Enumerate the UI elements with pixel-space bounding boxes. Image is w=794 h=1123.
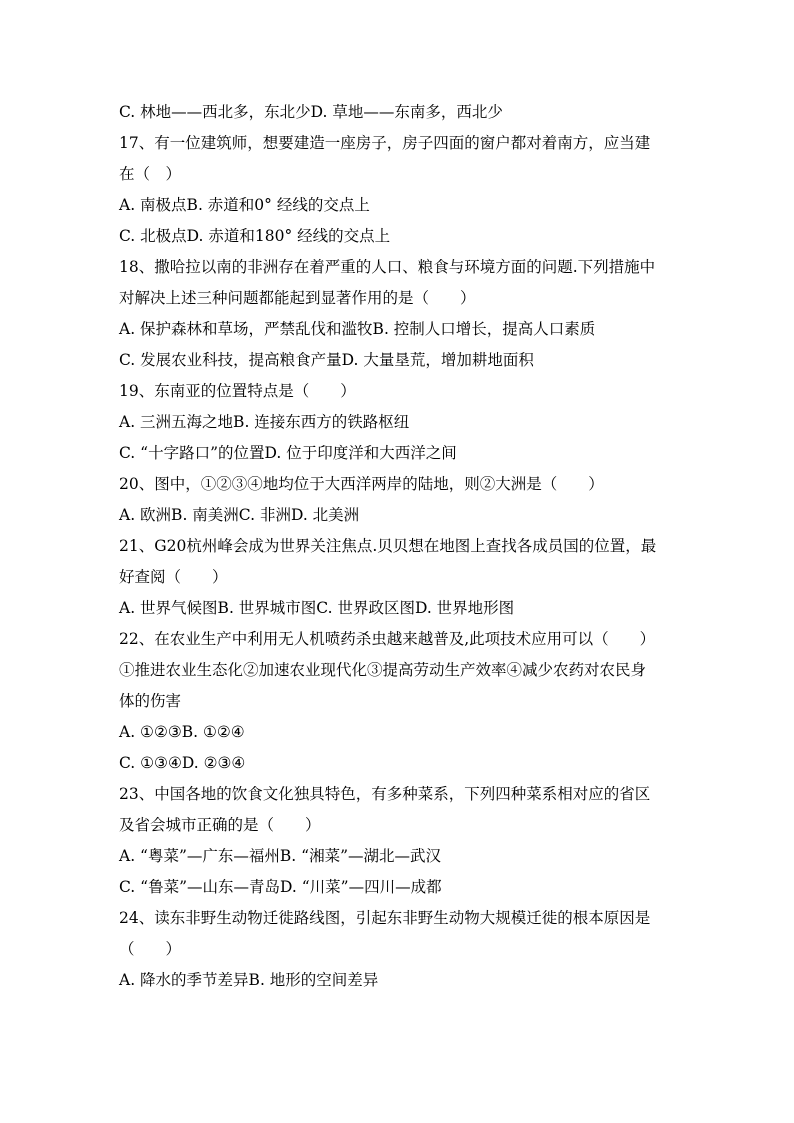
option-line-23-ab: A. “粤菜”—广东—福州B. “湘菜”—湖北—武汉 — [119, 847, 441, 865]
question-23-text: 23、中国各地的饮食文化独具特色，有多种菜系，下列四种菜系相对应的省区 — [119, 785, 651, 803]
option-line-22-cd: C. ①③④D. ②③④ — [119, 754, 246, 772]
question-22-statements-cont: 体的伤害 — [119, 692, 182, 710]
option-line-23-cd: C. “鲁菜”—山东—青岛D. “川菜”—四川—成都 — [119, 878, 442, 896]
question-22-statements: ①推进农业生态化②加速农业现代化③提高劳动生产效率④减少农药对农民身 — [119, 661, 647, 679]
question-23-text-cont: 及省会城市正确的是（ ） — [119, 816, 321, 834]
question-21-text-cont: 好查阅（ ） — [119, 568, 228, 586]
option-line-17-ab: A. 南极点B. 赤道和0° 经线的交点上 — [119, 196, 370, 214]
question-17-text: 17、有一位建筑师，想要建造一座房子，房子四面的窗户都对着南方，应当建 — [119, 134, 651, 152]
option-line-22-ab: A. ①②③B. ①②④ — [119, 723, 245, 741]
option-line-21: A. 世界气候图B. 世界城市图C. 世界政区图D. 世界地形图 — [119, 599, 515, 617]
question-19-text: 19、东南亚的位置特点是（ ） — [119, 382, 356, 400]
option-line-20: A. 欧洲B. 南美洲C. 非洲D. 北美洲 — [119, 506, 360, 524]
question-18-text-cont: 对解决上述三种问题都能起到显著作用的是（ ） — [119, 289, 476, 307]
question-21-text: 21、G20杭州峰会成为世界关注焦点.贝贝想在地图上查找各成员国的位置，最 — [119, 537, 657, 555]
option-line-18-ab: A. 保护森林和草场，严禁乱伐和滥牧B. 控制人口增长，提高人口素质 — [119, 320, 596, 338]
question-18-text: 18、撒哈拉以南的非洲存在着严重的人口、粮食与环境方面的问题.下列措施中 — [119, 258, 656, 276]
question-24-text: 24、读东非野生动物迁徙路线图，引起东非野生动物大规模迁徙的根本原因是 — [119, 909, 651, 927]
option-line-16-cd: C. 林地——西北多，东北少D. 草地——东南多，西北少 — [119, 103, 503, 121]
option-line-19-ab: A. 三洲五海之地B. 连接东西方的铁路枢纽 — [119, 413, 410, 431]
question-20-text: 20、图中，①②③④地均位于大西洋两岸的陆地，则②大洲是（ ） — [119, 475, 604, 493]
option-line-24-ab: A. 降水的季节差异B. 地形的空间差异 — [119, 971, 379, 989]
option-line-19-cd: C. “十字路口”的位置D. 位于印度洋和大西洋之间 — [119, 444, 457, 462]
option-line-17-cd: C. 北极点D. 赤道和180° 经线的交点上 — [119, 227, 391, 245]
question-24-text-cont: （ ） — [119, 940, 182, 958]
option-line-18-cd: C. 发展农业科技，提高粮食产量D. 大量垦荒，增加耕地面积 — [119, 351, 534, 369]
question-17-text-cont: 在（ ） — [119, 165, 182, 183]
question-22-text: 22、在农业生产中利用无人机喷药杀虫越来越普及,此项技术应用可以（ ） — [119, 630, 656, 648]
